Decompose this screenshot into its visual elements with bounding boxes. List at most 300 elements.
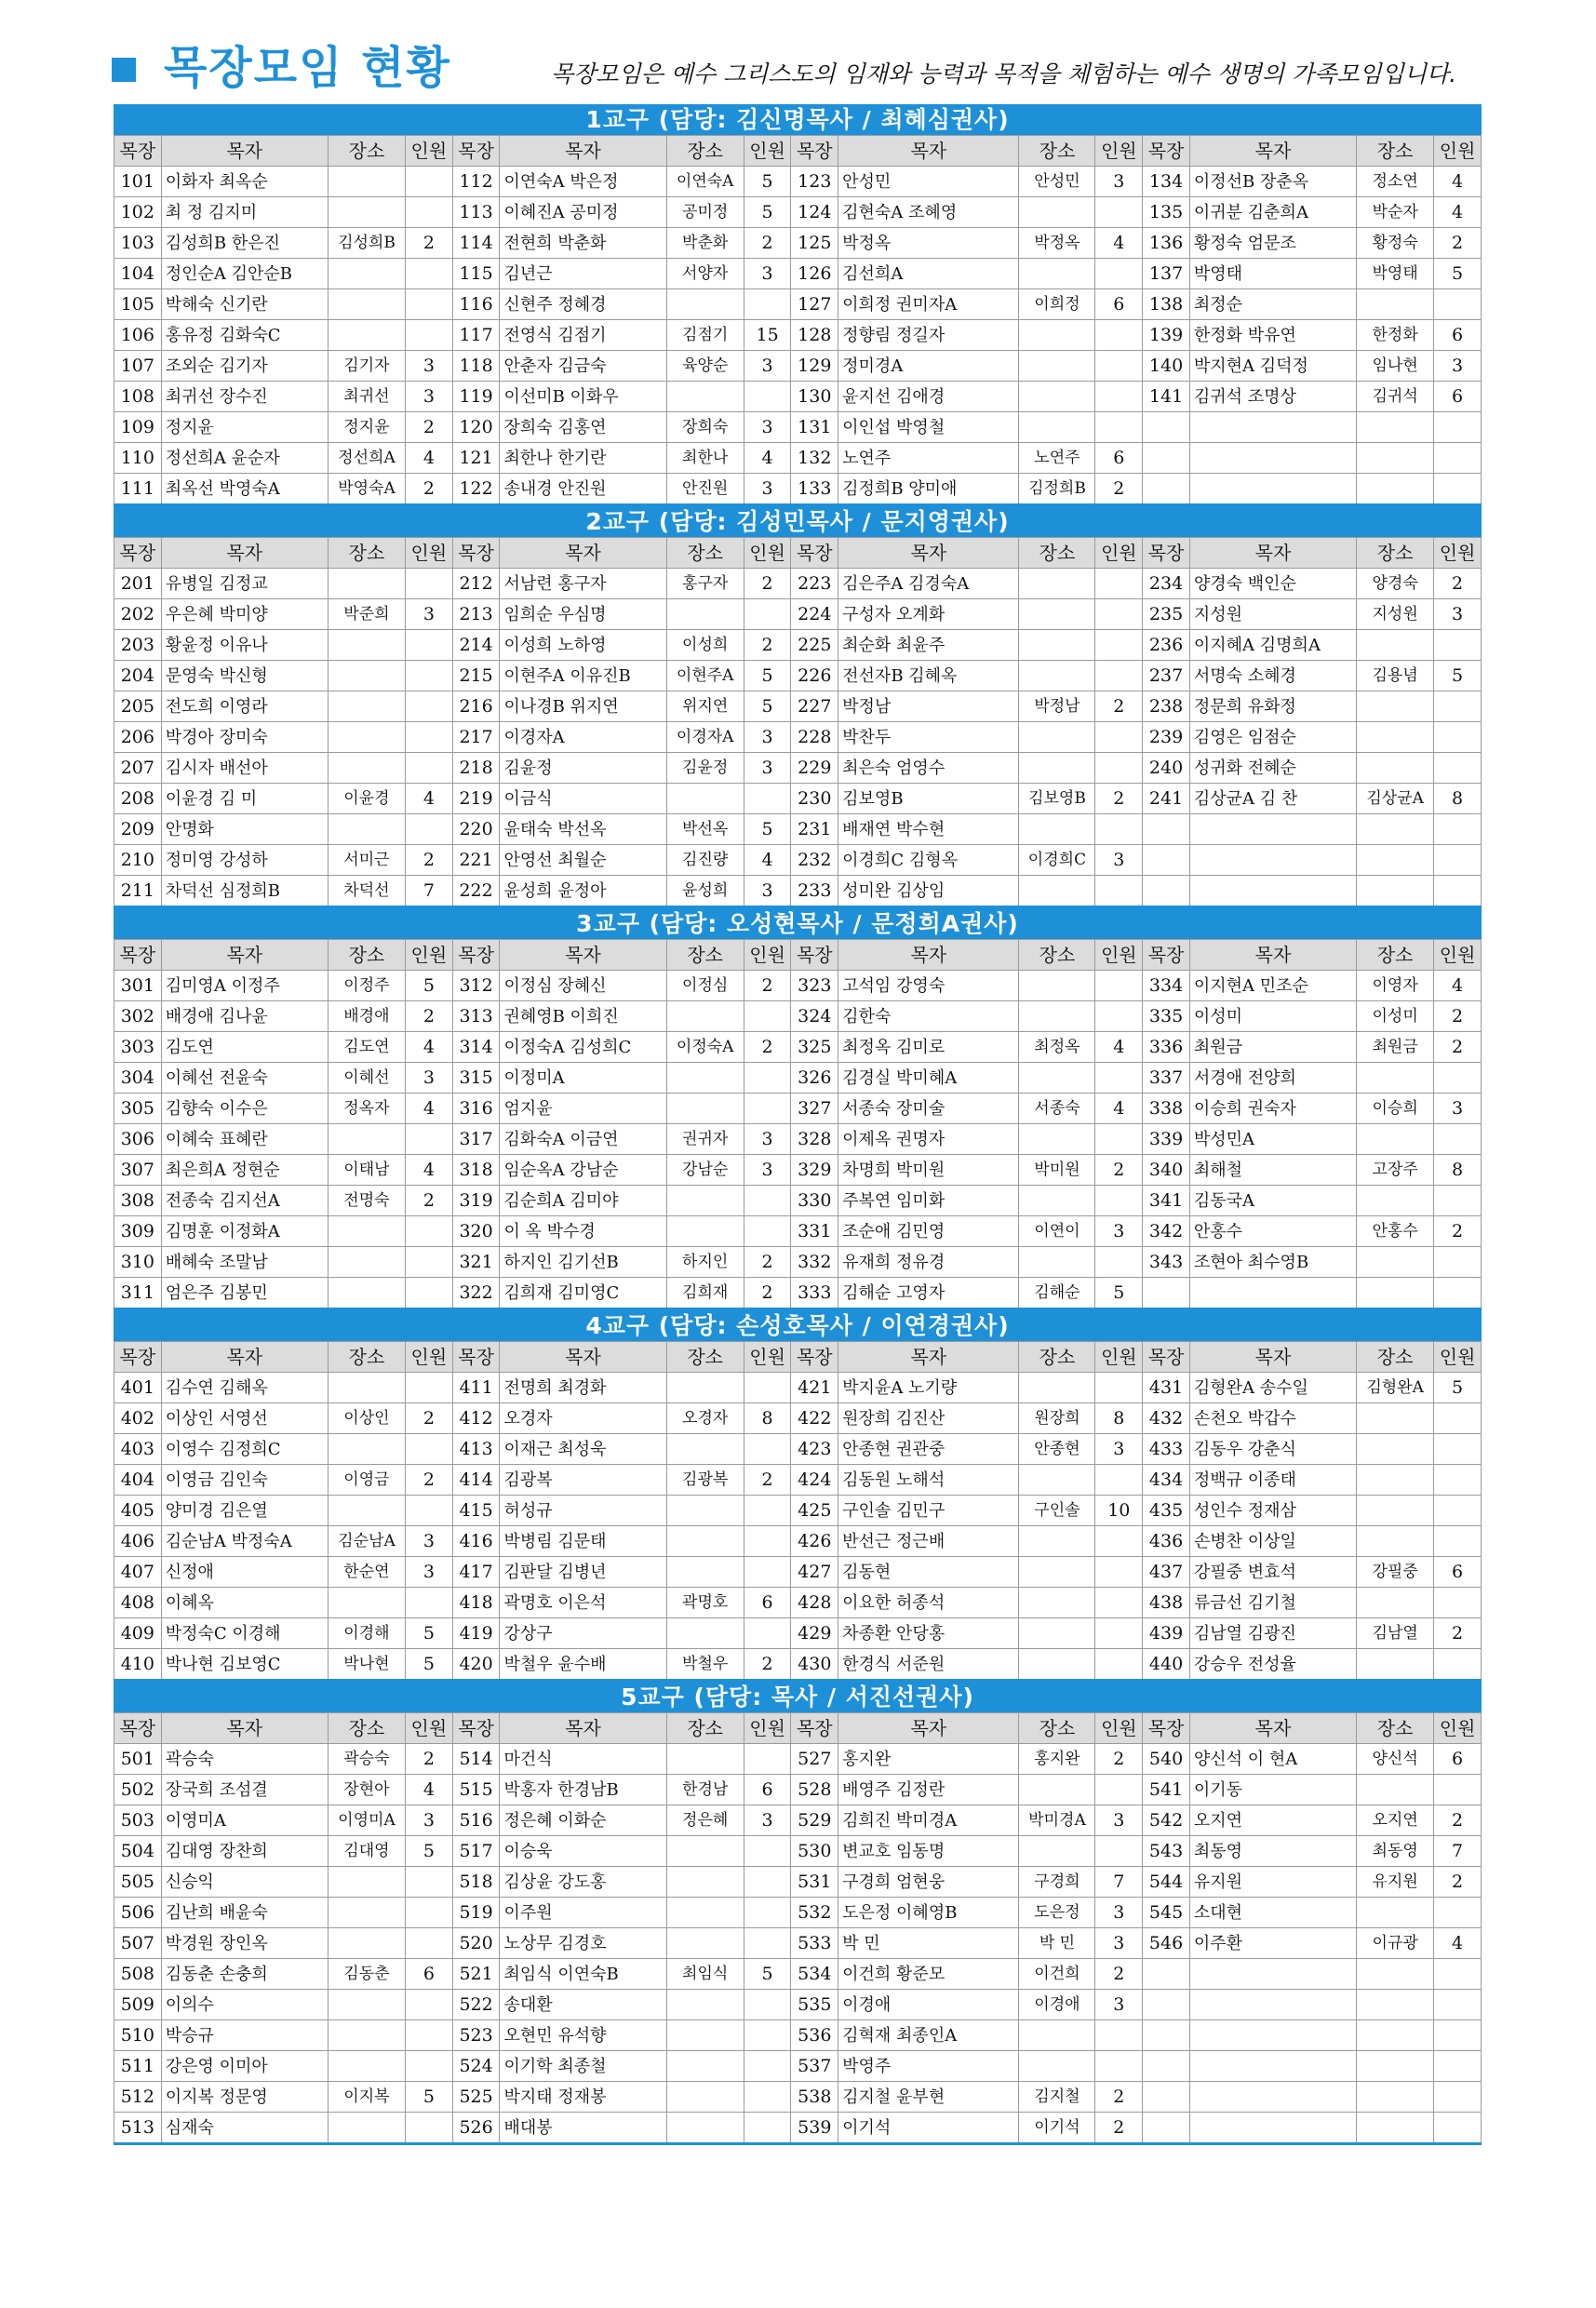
cell-place bbox=[1357, 2113, 1434, 2144]
cell-pastor: 김동우 강춘식 bbox=[1189, 1434, 1356, 1465]
cell-no: 541 bbox=[1143, 1775, 1190, 1805]
cell-place bbox=[666, 1867, 744, 1898]
cell-place bbox=[1357, 1434, 1434, 1465]
cell-pastor: 허성규 bbox=[500, 1496, 666, 1526]
cell-count: 2 bbox=[1095, 691, 1143, 722]
cell-place bbox=[1019, 630, 1095, 661]
cell-no: 324 bbox=[791, 1001, 838, 1032]
cell-no: 326 bbox=[791, 1063, 838, 1094]
cell-place: 이성미 bbox=[1357, 1001, 1434, 1032]
cell-no: 234 bbox=[1143, 569, 1190, 599]
cell-count bbox=[1434, 814, 1482, 845]
table-row bbox=[114, 474, 1482, 505]
cell-count: 2 bbox=[1095, 784, 1143, 814]
cell-place: 곽승숙 bbox=[328, 1744, 405, 1775]
table-row bbox=[114, 1373, 1482, 1403]
cell-pastor: 이혜선 전윤숙 bbox=[161, 1063, 328, 1094]
cell-pastor: 신정애 bbox=[161, 1557, 328, 1588]
cell-pastor: 임희순 우심명 bbox=[500, 599, 666, 630]
cell-pastor: 이지현A 민조순 bbox=[1189, 971, 1356, 1001]
cell-no: 122 bbox=[452, 474, 500, 505]
cell-place bbox=[1019, 412, 1095, 443]
cell-count bbox=[1434, 2020, 1482, 2051]
cell-pastor bbox=[1189, 443, 1356, 474]
table-row bbox=[114, 1094, 1482, 1124]
cell-place bbox=[666, 599, 744, 630]
cell-pastor: 전선자B 김혜옥 bbox=[838, 661, 1019, 691]
cell-count: 2 bbox=[1434, 1032, 1482, 1063]
cell-count bbox=[744, 1496, 791, 1526]
cell-count: 3 bbox=[406, 1526, 453, 1557]
cell-no: 240 bbox=[1143, 753, 1190, 784]
cell-place bbox=[328, 1496, 405, 1526]
cell-pastor: 최옥선 박영숙A bbox=[161, 474, 328, 505]
cell-count: 8 bbox=[744, 1403, 791, 1434]
cell-place bbox=[1357, 1465, 1434, 1496]
table-row bbox=[114, 228, 1482, 259]
header-count: 인원 bbox=[406, 940, 453, 971]
cell-no: 429 bbox=[791, 1618, 838, 1649]
cell-count bbox=[1095, 197, 1143, 228]
header-count: 인원 bbox=[1095, 136, 1143, 167]
header-place: 장소 bbox=[328, 940, 405, 971]
cell-count bbox=[1095, 1775, 1143, 1805]
cell-place bbox=[666, 1557, 744, 1588]
cell-place bbox=[666, 1496, 744, 1526]
cell-place bbox=[328, 167, 405, 197]
cell-count: 6 bbox=[1095, 289, 1143, 320]
cell-count: 4 bbox=[406, 784, 453, 814]
cell-no: 320 bbox=[452, 1216, 500, 1247]
cell-count bbox=[744, 1186, 791, 1216]
cell-place: 오경자 bbox=[666, 1403, 744, 1434]
cell-count bbox=[1095, 1526, 1143, 1557]
cell-place: 이기석 bbox=[1019, 2113, 1095, 2144]
cell-pastor: 안성민 bbox=[838, 167, 1019, 197]
header-pastor: 목자 bbox=[161, 538, 328, 569]
cell-place: 이규광 bbox=[1357, 1928, 1434, 1959]
cell-place bbox=[328, 320, 405, 351]
cell-place bbox=[328, 289, 405, 320]
cell-place bbox=[1019, 1836, 1095, 1867]
cell-pastor: 장희숙 김홍연 bbox=[500, 412, 666, 443]
cell-count: 4 bbox=[406, 1032, 453, 1063]
cell-count: 4 bbox=[744, 845, 791, 876]
cell-no: 439 bbox=[1143, 1618, 1190, 1649]
cell-place: 박나현 bbox=[328, 1649, 405, 1681]
cell-count bbox=[1434, 845, 1482, 876]
cell-no: 338 bbox=[1143, 1094, 1190, 1124]
cell-pastor: 안종현 권관중 bbox=[838, 1434, 1019, 1465]
cell-pastor: 구성자 오계화 bbox=[838, 599, 1019, 630]
cell-pastor: 우은혜 박미양 bbox=[161, 599, 328, 630]
table-row bbox=[114, 722, 1482, 753]
cell-count: 3 bbox=[1095, 1898, 1143, 1928]
header-pastor: 목자 bbox=[161, 136, 328, 167]
parish-banner: 5교구 (담당: 목사 / 서진선권사) bbox=[114, 1682, 1482, 1712]
cell-count bbox=[1434, 1186, 1482, 1216]
cell-pastor: 이선미B 이화우 bbox=[500, 382, 666, 412]
cell-no: 204 bbox=[114, 661, 162, 691]
cell-no: 309 bbox=[114, 1216, 162, 1247]
cell-no: 333 bbox=[791, 1278, 838, 1309]
cell-place bbox=[1019, 753, 1095, 784]
cell-place: 김도연 bbox=[328, 1032, 405, 1063]
cell-no: 103 bbox=[114, 228, 162, 259]
cell-no: 215 bbox=[452, 661, 500, 691]
parish-banner: 3교구 (담당: 오성현목사 / 문정희A권사) bbox=[114, 908, 1482, 939]
cell-place bbox=[328, 814, 405, 845]
cell-no: 421 bbox=[791, 1373, 838, 1403]
cell-place: 이경자A bbox=[666, 722, 744, 753]
cell-place: 박 민 bbox=[1019, 1928, 1095, 1959]
cell-no bbox=[1143, 474, 1190, 505]
cell-count bbox=[1095, 382, 1143, 412]
header-place: 장소 bbox=[1019, 538, 1095, 569]
cell-count: 3 bbox=[406, 1063, 453, 1094]
cell-no: 405 bbox=[114, 1496, 162, 1526]
cell-no: 205 bbox=[114, 691, 162, 722]
cell-no bbox=[1143, 1990, 1190, 2020]
cell-place: 박미경A bbox=[1019, 1805, 1095, 1836]
cell-place: 장현아 bbox=[328, 1775, 405, 1805]
cell-no: 308 bbox=[114, 1186, 162, 1216]
cell-count: 2 bbox=[406, 1403, 453, 1434]
cell-count bbox=[1434, 289, 1482, 320]
cell-no: 341 bbox=[1143, 1186, 1190, 1216]
cell-count: 3 bbox=[1095, 1805, 1143, 1836]
cell-place: 이정숙A bbox=[666, 1032, 744, 1063]
cell-place: 김남열 bbox=[1357, 1618, 1434, 1649]
cell-pastor: 최원금 bbox=[1189, 1032, 1356, 1063]
cell-no: 335 bbox=[1143, 1001, 1190, 1032]
cell-no: 414 bbox=[452, 1465, 500, 1496]
cell-no: 219 bbox=[452, 784, 500, 814]
cell-pastor: 김동현 bbox=[838, 1557, 1019, 1588]
cell-no: 508 bbox=[114, 1959, 162, 1990]
cell-place: 구인솔 bbox=[1019, 1496, 1095, 1526]
cell-place bbox=[666, 289, 744, 320]
cell-no: 512 bbox=[114, 2082, 162, 2113]
cell-pastor: 문영숙 박신형 bbox=[161, 661, 328, 691]
cell-pastor: 이주원 bbox=[500, 1898, 666, 1928]
cell-no: 417 bbox=[452, 1557, 500, 1588]
cell-no: 521 bbox=[452, 1959, 500, 1990]
cell-place: 이정주 bbox=[328, 971, 405, 1001]
cell-count bbox=[1434, 1898, 1482, 1928]
cell-place: 박정옥 bbox=[1019, 228, 1095, 259]
table-row bbox=[114, 971, 1482, 1001]
cell-place bbox=[1357, 1186, 1434, 1216]
cell-place bbox=[666, 1373, 744, 1403]
header-no: 목장 bbox=[791, 1342, 838, 1373]
cell-place: 김정희B bbox=[1019, 474, 1095, 505]
cell-no: 134 bbox=[1143, 167, 1190, 197]
cell-pastor: 오현민 유석향 bbox=[500, 2020, 666, 2051]
cell-no: 336 bbox=[1143, 1032, 1190, 1063]
cell-no: 108 bbox=[114, 382, 162, 412]
cell-place: 이영미A bbox=[328, 1805, 405, 1836]
table-row bbox=[114, 1990, 1482, 2020]
cell-count: 2 bbox=[1434, 1805, 1482, 1836]
cell-count bbox=[1095, 1247, 1143, 1278]
cell-no: 511 bbox=[114, 2051, 162, 2082]
cell-place: 김광복 bbox=[666, 1465, 744, 1496]
cell-count: 4 bbox=[406, 443, 453, 474]
cell-place: 박순자 bbox=[1357, 197, 1434, 228]
cell-count bbox=[406, 1496, 453, 1526]
table-row bbox=[114, 1898, 1482, 1928]
cell-place: 박철우 bbox=[666, 1649, 744, 1681]
cell-pastor: 이귀분 김춘희A bbox=[1189, 197, 1356, 228]
header-count: 인원 bbox=[406, 1342, 453, 1373]
cell-count bbox=[1434, 1649, 1482, 1681]
cell-place: 안홍수 bbox=[1357, 1216, 1434, 1247]
table-row bbox=[114, 1744, 1482, 1775]
table-row bbox=[114, 876, 1482, 907]
cell-count: 5 bbox=[744, 1959, 791, 1990]
cell-count bbox=[406, 753, 453, 784]
cell-count bbox=[1095, 1063, 1143, 1094]
cell-pastor: 곽명호 이은석 bbox=[500, 1588, 666, 1618]
cell-no: 430 bbox=[791, 1649, 838, 1681]
cell-place: 오지연 bbox=[1357, 1805, 1434, 1836]
cell-pastor: 이인섭 박영철 bbox=[838, 412, 1019, 443]
table-row bbox=[114, 1496, 1482, 1526]
cell-no: 531 bbox=[791, 1867, 838, 1898]
cell-place: 이연이 bbox=[1019, 1216, 1095, 1247]
cell-pastor: 김희진 박미경A bbox=[838, 1805, 1019, 1836]
cell-pastor: 지성원 bbox=[1189, 599, 1356, 630]
cell-place: 지성원 bbox=[1357, 599, 1434, 630]
cell-count bbox=[1434, 630, 1482, 661]
table-row bbox=[114, 691, 1482, 722]
cell-place bbox=[1019, 259, 1095, 289]
cell-no: 136 bbox=[1143, 228, 1190, 259]
cell-place: 김형완A bbox=[1357, 1373, 1434, 1403]
cell-pastor: 임순옥A 강남순 bbox=[500, 1155, 666, 1186]
cell-place: 최임식 bbox=[666, 1959, 744, 1990]
cell-pastor: 도은정 이혜영B bbox=[838, 1898, 1019, 1928]
header-count: 인원 bbox=[1095, 1342, 1143, 1373]
cell-pastor: 마건식 bbox=[500, 1744, 666, 1775]
table-row bbox=[114, 1465, 1482, 1496]
cell-no: 525 bbox=[452, 2082, 500, 2113]
cell-pastor: 전현희 박춘화 bbox=[500, 228, 666, 259]
cell-no: 543 bbox=[1143, 1836, 1190, 1867]
cell-no: 112 bbox=[452, 167, 500, 197]
cell-pastor: 박성민A bbox=[1189, 1124, 1356, 1155]
cell-pastor: 박병림 김문태 bbox=[500, 1526, 666, 1557]
cell-no bbox=[1143, 1959, 1190, 1990]
cell-count bbox=[1095, 1557, 1143, 1588]
cell-count bbox=[1095, 1373, 1143, 1403]
cell-count: 6 bbox=[1434, 320, 1482, 351]
cell-no: 214 bbox=[452, 630, 500, 661]
cell-pastor: 이연숙A 박은정 bbox=[500, 167, 666, 197]
header-no: 목장 bbox=[452, 940, 500, 971]
cell-count: 2 bbox=[744, 1465, 791, 1496]
header-count: 인원 bbox=[1434, 136, 1482, 167]
table-row bbox=[114, 443, 1482, 474]
table-row bbox=[114, 1618, 1482, 1649]
cell-pastor: 박찬두 bbox=[838, 722, 1019, 753]
cell-pastor bbox=[1189, 2082, 1356, 2113]
cell-place: 박준희 bbox=[328, 599, 405, 630]
header-place: 장소 bbox=[1019, 1713, 1095, 1744]
cell-no: 530 bbox=[791, 1836, 838, 1867]
cell-pastor: 최은숙 엄영수 bbox=[838, 753, 1019, 784]
cell-place: 최동영 bbox=[1357, 1836, 1434, 1867]
cell-count: 6 bbox=[406, 1959, 453, 1990]
cell-count bbox=[1434, 1588, 1482, 1618]
cell-pastor: 김난희 배윤숙 bbox=[161, 1898, 328, 1928]
cell-count bbox=[1095, 412, 1143, 443]
cell-no: 331 bbox=[791, 1216, 838, 1247]
cell-count bbox=[1095, 2020, 1143, 2051]
cell-no: 110 bbox=[114, 443, 162, 474]
cell-pastor: 김명훈 이정화A bbox=[161, 1216, 328, 1247]
cell-no: 501 bbox=[114, 1744, 162, 1775]
header-place: 장소 bbox=[1357, 1713, 1434, 1744]
cell-no: 425 bbox=[791, 1496, 838, 1526]
cell-place: 고장주 bbox=[1357, 1155, 1434, 1186]
cell-no: 131 bbox=[791, 412, 838, 443]
cell-pastor: 김형완A 송수일 bbox=[1189, 1373, 1356, 1403]
cell-place: 김순남A bbox=[328, 1526, 405, 1557]
table-row bbox=[114, 1775, 1482, 1805]
cell-place: 김진량 bbox=[666, 845, 744, 876]
cell-no: 408 bbox=[114, 1588, 162, 1618]
cell-place bbox=[1019, 876, 1095, 907]
cell-place: 김기자 bbox=[328, 351, 405, 382]
cell-no: 321 bbox=[452, 1247, 500, 1278]
cell-count: 2 bbox=[1095, 2113, 1143, 2144]
parish-group bbox=[114, 506, 1482, 908]
cell-pastor: 곽승숙 bbox=[161, 1744, 328, 1775]
cell-count bbox=[744, 1063, 791, 1094]
header-count: 인원 bbox=[744, 1342, 791, 1373]
cell-pastor: 이건희 황준모 bbox=[838, 1959, 1019, 1990]
cell-count: 2 bbox=[1434, 1216, 1482, 1247]
page-title: 목장모임 현황 bbox=[164, 42, 451, 94]
cell-count bbox=[1095, 320, 1143, 351]
cell-no: 120 bbox=[452, 412, 500, 443]
parish-group bbox=[114, 1682, 1482, 2145]
cell-pastor: 이성미 bbox=[1189, 1001, 1356, 1032]
cell-count: 10 bbox=[1095, 1496, 1143, 1526]
cell-count bbox=[1095, 1124, 1143, 1155]
cell-count bbox=[1095, 876, 1143, 907]
cell-no: 432 bbox=[1143, 1403, 1190, 1434]
cell-place bbox=[1019, 1618, 1095, 1649]
table-row bbox=[114, 661, 1482, 691]
cell-pastor bbox=[1189, 474, 1356, 505]
cell-count bbox=[1095, 1588, 1143, 1618]
cell-no: 224 bbox=[791, 599, 838, 630]
cell-pastor: 김상균A 김 찬 bbox=[1189, 784, 1356, 814]
header-pastor: 목자 bbox=[500, 1342, 666, 1373]
cell-pastor: 최동영 bbox=[1189, 1836, 1356, 1867]
cell-count: 2 bbox=[744, 228, 791, 259]
cell-count bbox=[1434, 474, 1482, 505]
cell-place bbox=[1019, 351, 1095, 382]
cell-place: 양경숙 bbox=[1357, 569, 1434, 599]
cell-no: 516 bbox=[452, 1805, 500, 1836]
cell-place bbox=[1357, 1775, 1434, 1805]
cell-pastor: 박정남 bbox=[838, 691, 1019, 722]
cell-place bbox=[1019, 1775, 1095, 1805]
header-pastor: 목자 bbox=[1189, 538, 1356, 569]
cell-count bbox=[1095, 2051, 1143, 2082]
table-row bbox=[114, 1526, 1482, 1557]
cell-count: 4 bbox=[406, 1775, 453, 1805]
cell-place: 육양순 bbox=[666, 351, 744, 382]
cell-place: 이지복 bbox=[328, 2082, 405, 2113]
cell-pastor: 이정숙A 김성희C bbox=[500, 1032, 666, 1063]
cell-no: 111 bbox=[114, 474, 162, 505]
table-row bbox=[114, 289, 1482, 320]
cell-count bbox=[406, 814, 453, 845]
cell-pastor: 이정선B 장춘옥 bbox=[1189, 167, 1356, 197]
cell-no: 424 bbox=[791, 1465, 838, 1496]
cell-place: 이태남 bbox=[328, 1155, 405, 1186]
cell-place bbox=[1357, 845, 1434, 876]
cell-place: 윤성희 bbox=[666, 876, 744, 907]
cell-no: 313 bbox=[452, 1001, 500, 1032]
cell-no: 209 bbox=[114, 814, 162, 845]
cell-no: 301 bbox=[114, 971, 162, 1001]
cell-count: 7 bbox=[1095, 1867, 1143, 1898]
cell-pastor: 조외순 김기자 bbox=[161, 351, 328, 382]
cell-place bbox=[1357, 814, 1434, 845]
header-pastor: 목자 bbox=[838, 940, 1019, 971]
cell-no: 124 bbox=[791, 197, 838, 228]
cell-place bbox=[1357, 1247, 1434, 1278]
cell-place: 홍구자 bbox=[666, 569, 744, 599]
cell-count bbox=[1434, 1775, 1482, 1805]
cell-count bbox=[1434, 1434, 1482, 1465]
cell-no: 406 bbox=[114, 1526, 162, 1557]
cell-pastor: 소대현 bbox=[1189, 1898, 1356, 1928]
cell-no: 546 bbox=[1143, 1928, 1190, 1959]
table-row bbox=[114, 351, 1482, 382]
cell-place: 이성희 bbox=[666, 630, 744, 661]
cell-no: 402 bbox=[114, 1403, 162, 1434]
cell-pastor: 강필중 변효석 bbox=[1189, 1557, 1356, 1588]
cell-pastor: 배대봉 bbox=[500, 2113, 666, 2144]
cell-pastor: 김영은 임점순 bbox=[1189, 722, 1356, 753]
cell-no: 121 bbox=[452, 443, 500, 474]
cell-no: 140 bbox=[1143, 351, 1190, 382]
cell-pastor: 한경식 서준원 bbox=[838, 1649, 1019, 1681]
header-no: 목장 bbox=[1143, 136, 1190, 167]
cell-place bbox=[328, 1898, 405, 1928]
cell-no: 220 bbox=[452, 814, 500, 845]
cell-no: 411 bbox=[452, 1373, 500, 1403]
cell-count: 2 bbox=[744, 1278, 791, 1309]
cell-place: 임나현 bbox=[1357, 351, 1434, 382]
cell-pastor: 김수연 김해옥 bbox=[161, 1373, 328, 1403]
cell-no: 506 bbox=[114, 1898, 162, 1928]
cell-pastor: 김희재 김미영C bbox=[500, 1278, 666, 1309]
header-no: 목장 bbox=[1143, 1713, 1190, 1744]
cell-place: 이혜선 bbox=[328, 1063, 405, 1094]
cell-place: 위지연 bbox=[666, 691, 744, 722]
cell-pastor: 배영주 김정란 bbox=[838, 1775, 1019, 1805]
cell-place bbox=[328, 753, 405, 784]
header-no: 목장 bbox=[114, 538, 162, 569]
